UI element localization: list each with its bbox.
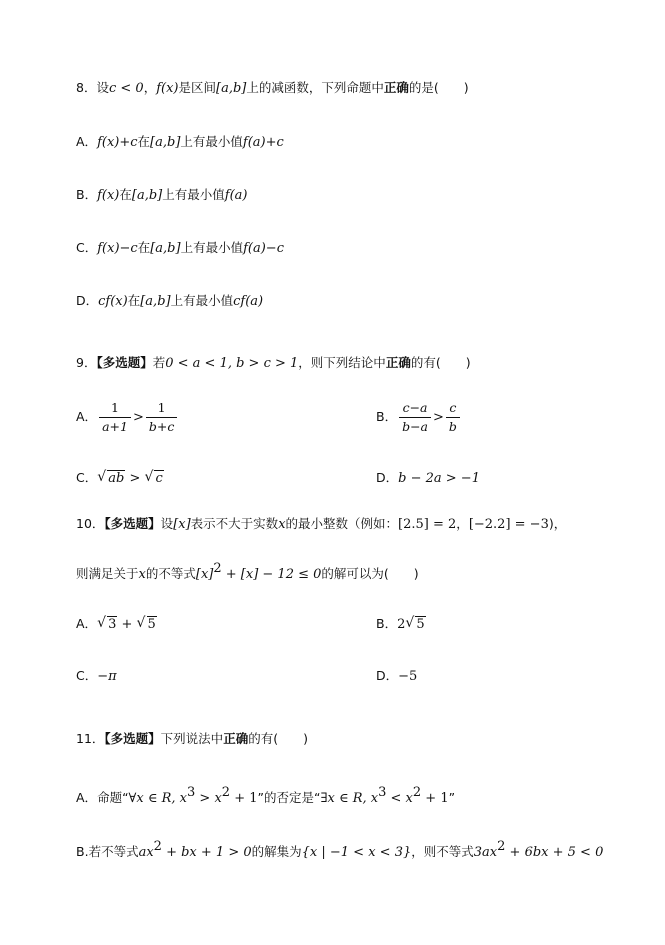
question-8-option-b: B．f(x)在[a,b]上有最小值f(a) — [76, 187, 248, 203]
question-10-option-a: A．√ 3 + √ 5 — [76, 614, 157, 635]
sqrt: √ 5 — [138, 615, 157, 635]
question-10-option-d: D．−5 — [376, 668, 418, 684]
question-number: 11． — [76, 731, 105, 746]
bold-keyword: 正确 — [383, 80, 409, 95]
sqrt: √ c — [145, 469, 163, 489]
question-number: 8． — [76, 80, 97, 95]
question-10-option-c: C．−π — [76, 668, 117, 684]
question-9-option-c: C．√ ab > √ c — [76, 468, 164, 489]
question-9-option-d: D．b − 2a > −1 — [376, 470, 480, 486]
question-9-option-a: A． $\frac{1}{a+1}$ > $\frac{1}{b+c}$ — [76, 399, 179, 436]
question-10-option-b: B．2√ 5 — [376, 614, 426, 635]
question-8-option-c: C．f(x)−c在[a,b]上有最小值f(a)−c — [76, 240, 284, 256]
question-11-stem: 11．【多选题】下列说法中正确的有( ) — [76, 731, 308, 746]
question-number: 9． — [76, 355, 97, 370]
math-expr: c < 0 — [108, 81, 144, 96]
sqrt: √ 3 — [98, 615, 117, 635]
question-8-stem: 8．设c < 0，f(x)是区间[a,b]上的减函数，下列命题中正确的是( ) — [76, 80, 469, 96]
question-8-option-d: D．cf(x)在[a,b]上有最小值cf(a) — [76, 293, 264, 309]
math-expr: f(x) — [156, 81, 179, 96]
fraction: $\frac{c-a}{b-a}$ — [399, 400, 431, 435]
fraction: $\frac{1}{b+c}$ — [146, 400, 177, 435]
bold-keyword: 正确 — [223, 731, 249, 746]
question-11-option-b: B.若不等式$ax^2$ + bx + 1 > 0的解集为{x | −1 < x < 3}，则不等式$3ax^2 + 6bx + 5 < 0$ — [76, 839, 604, 860]
question-number: 10． — [76, 516, 105, 531]
question-10-stem-line2: 则满足关于x的不等式$[x]^2 + [x] - 12 \le 0$的解可以为( ) — [76, 561, 419, 582]
fraction: $\frac{1}{a+1}$ — [99, 400, 131, 435]
question-tag: 【多选题】 — [104, 731, 161, 746]
sqrt: √ ab — [98, 469, 125, 489]
question-10-stem-line1: 10．【多选题】设[x]表示不大于实数x的最小整数（例如：[2.5] = 2，[−2.2] = −3)， — [76, 516, 567, 532]
sqrt: √ 5 — [406, 615, 425, 635]
question-9-stem: 9．【多选题】若0 < a < 1, b > c > 1，则下列结论中正确的有( ) — [76, 355, 471, 371]
fraction: $\frac{c}{b}$ — [446, 400, 460, 435]
question-tag: 【多选题】 — [96, 355, 153, 370]
question-tag: 【多选题】 — [104, 516, 161, 531]
question-8-option-a: A．f(x)+c在[a,b]上有最小值f(a)+c — [76, 134, 284, 150]
question-11-option-a: A．命题“∀x ∈ R, $x^3 > x^2 + 1$”的否定是“∃x ∈ R, $x^3 < x^2 + 1$” — [76, 785, 456, 806]
question-9-option-b: B． $\frac{c-a}{b-a}$ > $\frac{c}{b}$ — [376, 399, 462, 436]
math-expr: [a,b] — [216, 81, 247, 96]
bold-keyword: 正确 — [385, 355, 411, 370]
